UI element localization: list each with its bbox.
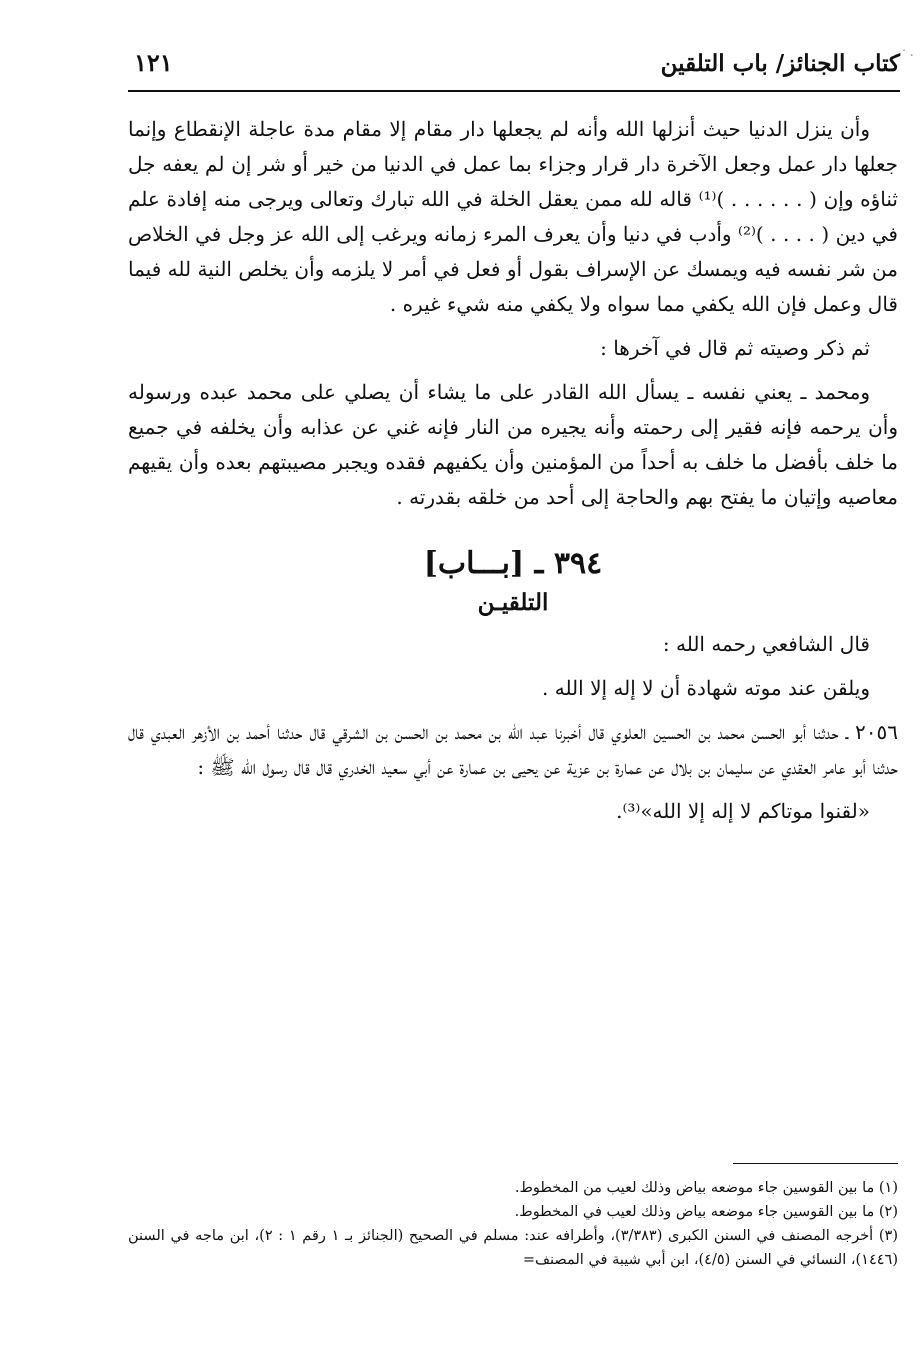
paragraph-3: ومحمد ـ يعني نفسه ـ يسأل الله القادر على ما يشاء أن يصلي على محمد عبده ورسوله وأن يرحمه فإنه فقير إلى رحمته وأنه يجيره من النار فإنه غني عن عذابه وأن يخلفه في جميع ما خلف بأفضل ما خلف به أحداً من المؤمنين وأن يكفيهم فقده ويجبر مصيبتهم بعده وأن يقيهم معاصيه وإتيان ما يفتح بهم والحاجة إلى أحد من خلقه بقدرته . [128, 380, 898, 509]
footnote-2: (٢) ما بين القوسين جاء موضعه بياض وذلك لعيب في المخطوط. [514, 1204, 898, 1220]
section-subtitle: التلقيـن [477, 589, 549, 616]
running-title: كتاب الجنائز/ باب التلقين [660, 50, 900, 77]
footnote-1: (١) ما بين القوسين جاء موضعه بياض وذلك لعيب من المخطوط. [514, 1180, 898, 1196]
footnote-3: (٣) أخرجه المصنف في السنن الكبرى (٣/٣٨٣)، وأطرافه عند: مسلم في الصحيح (الجنائز بـ ١ رقم ١ : ٢)، ابن ماجه في السنن (١٤٤٦)، النسائي في السنن (٤/٥)، ابن أبي شيبة في المصنف= [128, 1228, 898, 1268]
page-number: ١٢١ [134, 48, 173, 77]
page-header [128, 46, 900, 92]
paragraph-4: قال الشافعي رحمه الله : [662, 632, 870, 656]
paragraph-1: وأن ينزل الدنيا حيث أنزلها الله وأنه لم يجعلها دار مقام إلا مقام مدة عاجلة الإنقطاع وإنما جعلها دار عمل وجعل الآخرة دار قرار وجزاء بما عمل في الدنيا من خير أو شر إن لم يعفه جل ثناؤه وإن ( . . . . . . )⁽¹⁾ قاله لله ممن يعقل الخلة في الله تبارك وتعالى ويرجى منه إفادة علم في دين ( . . . . )⁽²⁾ وأدب في دنيا وأن يعرف المرء زمانه ويرغب إلى الله عز وجل في الخلاص من شر نفسه فيه ويمسك عن الإسراف بقول أو فعل في أمر لا يلزمه وأن يخلص النية لله فيما قال وعمل فإن الله يكفي مما سواه ولا يكفي منه شيء غيره . [128, 117, 898, 316]
footnote-rule [733, 1163, 898, 1164]
hadith-text: «لقنوا موتاكم لا إله إلا الله»⁽³⁾. [616, 799, 870, 823]
footnotes [128, 1163, 898, 1272]
margin-mark: ·˙· [894, 48, 916, 64]
main-text [128, 112, 898, 838]
paragraph-5: ويلقن عند موته شهادة أن لا إله إلا الله . [542, 676, 870, 700]
paragraph-2: ثم ذكر وصيته ثم قال في آخرها : [600, 336, 870, 360]
hadith-paragraph: ٢٠٥٦ ـ حدثنا أبو الحسن محمد بن الحسين العلوي قال أخبرنا عبد الله بن محمد بن الحسن بن الشرقي قال حدثنا أحمد بن الأزهر العبدي قال حدثنا أبو عامر العقدي عن سليمان بن بلال عن عمارة بن عزية عن يحيى بن عمارة عن أبي سعيد الخدري قال قال رسول الله ﷺ : [128, 720, 898, 779]
section-number-title: ٣٩٤ ـ [بـــاب] [423, 546, 603, 581]
section-heading [128, 543, 898, 621]
